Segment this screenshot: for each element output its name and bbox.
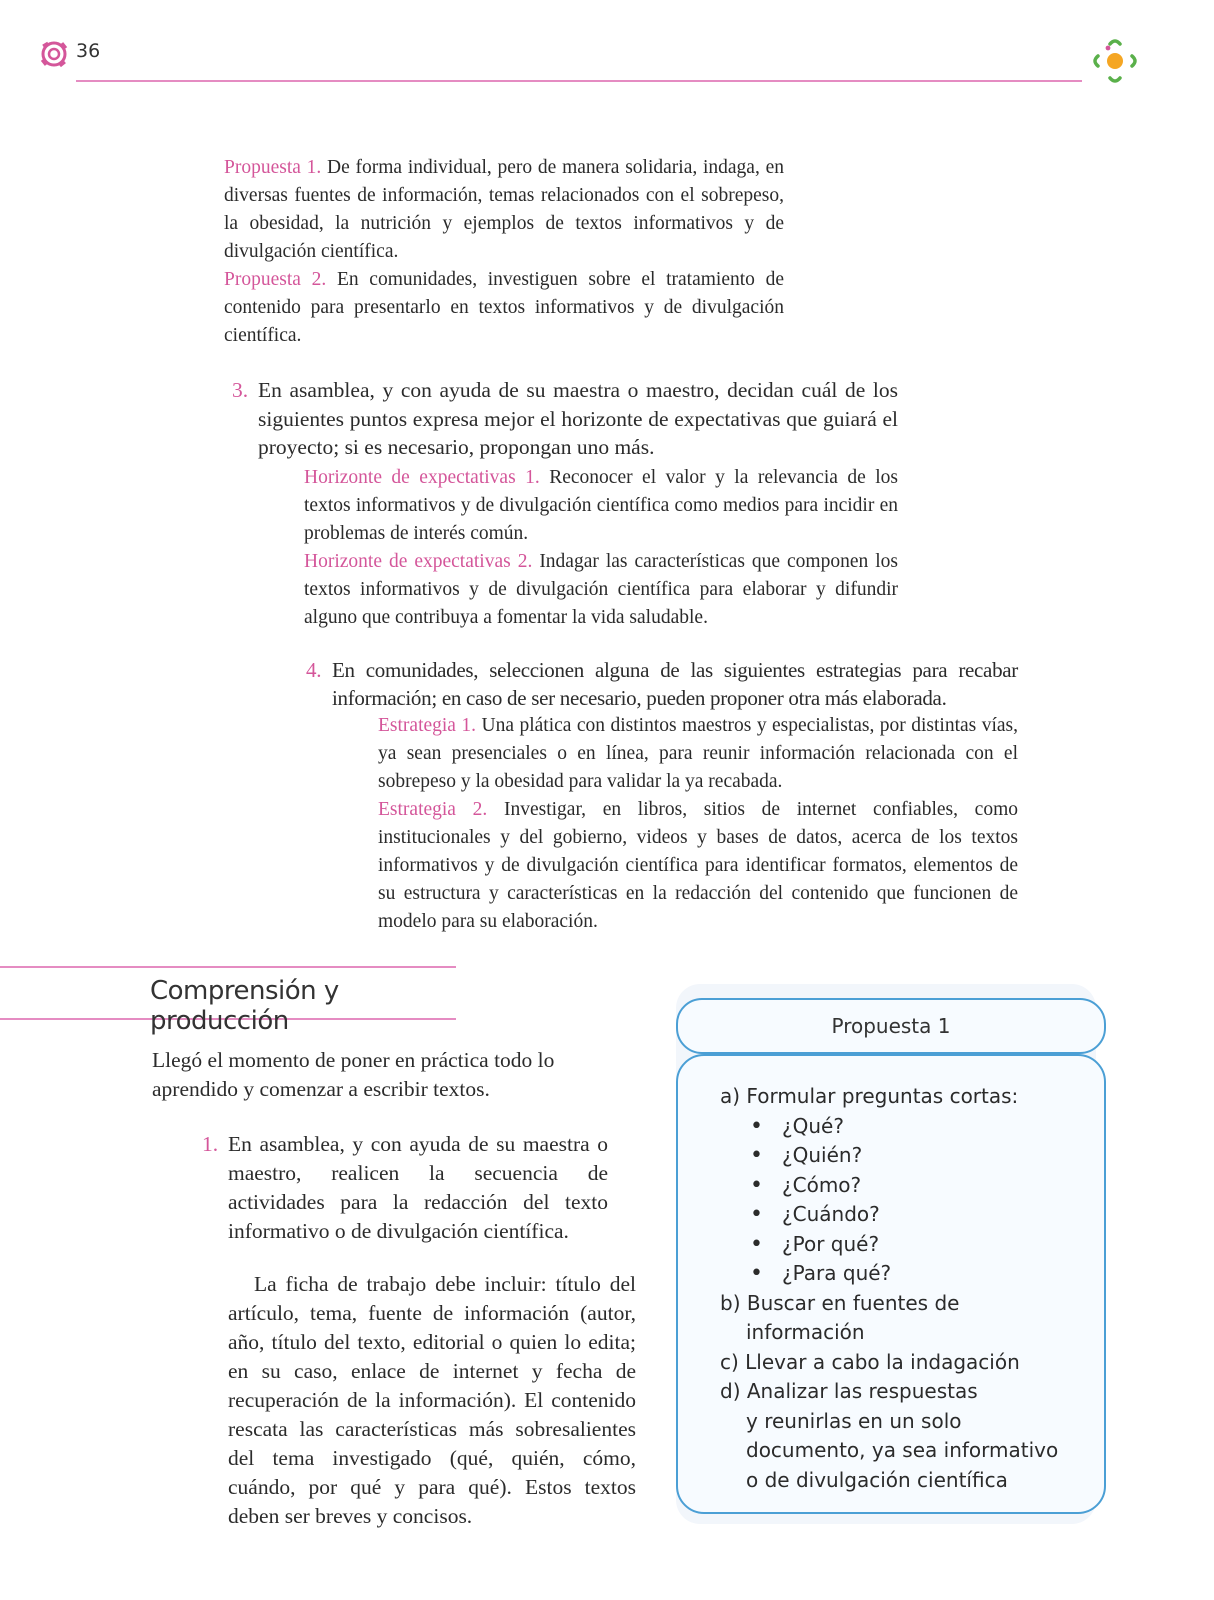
card-title-box [676,998,1106,1054]
card-item-d-cont: documento, ya sea informativo [746,1438,1059,1462]
question-item: • ¿Por qué? [720,1230,1090,1260]
propuesta-1-label: Propuesta 1. [224,157,322,178]
item-3 [232,376,898,462]
page-number: 36 [76,40,101,62]
estrategias-block [378,712,1018,936]
card-item-c: c) Llevar a cabo la indagación [720,1349,1020,1374]
card-item-a: a) Formular preguntas cortas: [720,1084,1019,1108]
card-item-b-cont: información [746,1320,865,1344]
question-item: • ¿Quién? [720,1141,1090,1171]
question-item: • ¿Qué? [720,1112,1090,1142]
card-item-d-cont: y reunirlas en un solo [746,1408,962,1433]
question-item: • ¿Cómo? [720,1171,1090,1201]
item-3-number: 3. [232,378,249,402]
propuestas-block [224,154,784,350]
item-4-number: 4. [306,658,322,682]
item-1-text: En asamblea, y con ayuda de su maestra o maestro, realicen la secuencia de actividades para la redacción del texto informativo o de divulgación científica. [228,1132,608,1243]
card-item-d: d) Analizar las respuestas [720,1379,978,1403]
section-heading-bar [0,966,456,1036]
series-logo-icon [1090,36,1140,86]
propuesta-2-label: Propuesta 2. [224,269,327,290]
section-intro: Llegó el momento de poner en práctica todo lo aprendido y comenzar a escribir textos. [152,1048,555,1101]
question-item: • ¿Cuándo? [720,1200,1090,1230]
horizonte-1-text: Reconocer el valor y la relevancia de los textos informativos y de divulgación científica como medios para incidir en problemas de interés común. [304,467,899,544]
question-item: • ¿Para qué? [720,1259,1090,1289]
ficha-paragraph: La ficha de trabajo debe incluir: título del artículo, tema, fuente de información (autor, año, título del texto, editorial o quien lo edita; en su caso, enlace de internet y fecha de recuperación de la información). El contenido rescata las características más sobresalientes del tema investigado (qué, quién, cómo, cuándo, por qué y para qué). Estos textos deben ser breves y concisos. [228,1272,636,1528]
horizonte-2-text: Indagar las características que componen los textos informativos y de divulgación científica para elaborar y difundir alguno que contribuya a fomentar la vida saludable. [304,551,898,628]
ornament-icon [40,40,68,68]
estrategia-2-text: Investigar, en libros, sitios de internet confiables, como institucionales y del gobierno, videos y bases de datos, acerca de los textos informativos y de divulgación científica para identificar formatos, elementos de su estructura y características en la redacción del contenido que funcionen de modelo para su elaboración. [378,799,1018,932]
item-1-number: 1. [202,1132,219,1156]
estrategia-1-label: Estrategia 1. [378,715,477,736]
estrategia-1-text: Una plática con distintos maestros y especialistas, por distintas vías, ya sean presenciales o en línea, para reunir información relacionada con el sobrepeso y la obesidad para validar la ya recabada. [378,715,1019,792]
item-4-text: En comunidades, seleccionen alguna de las siguientes estrategias para recabar información; en caso de ser necesario, pueden proponer otra más elaborada. [332,658,1018,710]
header-divider [76,80,1082,82]
card-title: Propuesta 1 [831,1014,951,1038]
horizonte-1-label: Horizonte de expectativas 1. [304,467,540,488]
card-content [720,1082,1090,1495]
horizontes-block [304,464,898,632]
item-3-text: En asamblea, y con ayuda de su maestra o maestro, decidan cuál de los siguientes puntos expresa mejor el horizonte de expectativas que guiará el proyecto; si es necesario, propongan uno más. [258,378,898,459]
item-4 [306,656,1018,712]
propuesta-2-text: En comunidades, investiguen sobre el tratamiento de contenido para presentarlo en textos informativos y de divulgación científica. [224,269,784,346]
section-title: Comprensión y producción [150,976,339,1036]
item-1 [202,1130,608,1246]
estrategia-2-label: Estrategia 2. [378,799,488,820]
card-item-d-cont: o de divulgación científica [746,1467,1008,1492]
question-list [720,1112,1090,1289]
card-item-b: b) Buscar en fuentes de [720,1290,960,1315]
horizonte-2-label: Horizonte de expectativas 2. [304,551,533,572]
propuesta-1-text: De forma individual, pero de manera solidaria, indaga, en diversas fuentes de información, temas relacionados con el sobrepeso, la obesidad, la nutrición y ejemplos de textos informativos y de divulgación científica. [224,157,784,262]
